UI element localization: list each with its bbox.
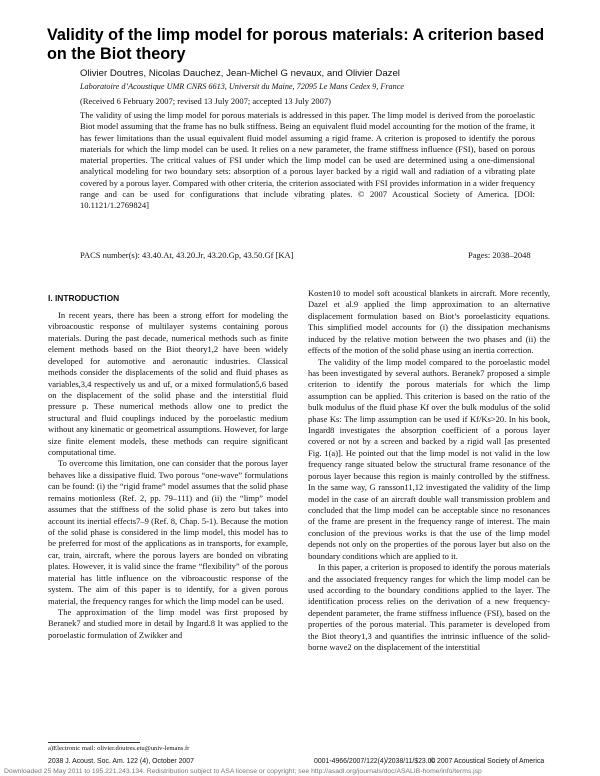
footnote: a)Electronic mail: olivier.doutres.etu@univ-lemans.fr [48, 745, 190, 752]
paragraph: The approximation of the limp model was first proposed by Beranek7 and studied more in detail by Ingard.8 It was applied to the poroelastic formulation of Zwikker and [48, 606, 288, 640]
abstract: The validity of using the limp model for porous materials is addressed in this paper. The limp model is derived from the poroelastic Biot model assuming that the frame has no bulk stiffness. Being an equivalent fluid model accounting for the motion of the frame, it has fewer limitations than the usual equivalent fluid model assuming a rigid frame. A criterion is proposed to identify the porous materials for which the limp model can be used. It relies on a new parameter, the frame stiffness influence (FSI), based on porous material properties. The critical values of FSI under which the limp model can be used are determined using a one-dimensional analytical modeling for two boundary sets: absorption of a porous layer backed by a rigid wall and radiation of a vibrating plate covered by a porous layer. Compared with other criteria, the criterion associated with FSI provides information in a wider frequency range and can be used for configurations that include vibrating plates. © 2007 Acoustical Society of America. [DOI: 10.1121/1.2769824] [80, 110, 535, 211]
author-list [80, 68, 400, 79]
section-heading: I. INTRODUCTION [48, 293, 120, 303]
right-column [308, 288, 550, 654]
paragraph: The validity of the limp model compared to the poroelastic model has been investigated by several authors. Beranek7 proposed a simple criterion to identify the porous materials for which the limp assumption can be applied. This criterion is based on the ratio of the bulk modulus of the fluid phase Kf over the bulk modulus of the solid phase Ks: The limp assumption can be used if Kf/Ks>20. In his book, Ingard8 investigates the absorption coefficient of a porous layer covered or not by a screen and backed by a rigid wall [as presented Fig. 1(a)]. He pointed out that the limp model is not valid in the low frequency range situated below the structural frame resonance of the porous layer because this region is mainly controlled by the stiffness. In the same way, G ransson11,12 investigated the validity of the limp model in the case of an aircraft double wall transmission problem and concluded that the limp model can be acceptable since no resonances of the frame are present in the frequency range of interest. The main conclusion of the previous works is that the use of the limp model depends not only on the properties of the porous layer but also on the boundary conditions which are applied to it. [308, 356, 550, 561]
paragraph: In this paper, a criterion is proposed to identify the porous materials and the associated frequency ranges for which the limp model can be used according to the boundary conditions applied to the layer. The identification process relies on the derivation of a new frequency-dependent parameter, the frame stiffness influence (FSI), based on the properties of the porous material. This parameter is developed from the Biot theory1,3 and quantifies the intrinsic influence of the solid-borne wave2 on the displacement of the interstitial [308, 562, 550, 653]
footnote-rule [48, 742, 140, 743]
download-notice: Downloaded 25 May 2011 to 195.221.243.134. Redistribution subject to ASA license or copyright; see http://asadl.org/journals/doc/ASALIB-home/info/terms.jsp [4, 768, 482, 775]
pacs-numbers: PACS number(s): 43.40.At, 43.20.Jr, 43.20.Gp, 43.50.Gf [KA] [80, 250, 294, 260]
paragraph: Kosten10 to model soft acoustical blankets in aircraft. More recently, Dazel et al.9 applied the limp approximation to an alternative displacement formulation based on Biot’s poroelasticity equations. This simplified model accounts for (i) the dissipation mechanisms induced by the relative motion between the two phases and (ii) the effects of the motion of the solid phase using an inertia correction. [308, 288, 550, 356]
received-dates: (Received 6 February 2007; revised 13 July 2007; accepted 13 July 2007) [80, 96, 331, 106]
affiliation: Laboratoire d’Acoustique UMR CNRS 6613, Universit du Maine, 72095 Le Mans Cedex 9, France [80, 82, 404, 91]
paragraph: In recent years, there has been a strong effort for modeling the vibroacoustic response of multilayer systems containing porous materials. During the past decade, numerical methods such as finite element methods based on the Biot theory1,2 have been widely developed for automotive and aeronautic industries. Classical methods consider the displacements of the solid and fluid phases as variables,3,4 respectively us and uf, or a mixed formulation5,6 based on the displacement of the solid phase and the interstitial fluid pressure p. These numerical methods allow one to predict the structural and fluid couplings induced by the poroelastic medium without any kinematic or geometrical assumptions. However, for large size finite element models, these methods can require significant computational time. [48, 310, 288, 458]
article-title: Validity of the limp model for porous materials: A criterion based on the Biot theory [47, 26, 545, 63]
footer-journal: 2038 J. Acoust. Soc. Am. 122 (4), October 2007 [48, 758, 194, 765]
footer-codes: 0001-4966/2007/122(4)/2038/11/$23.00 [314, 758, 436, 765]
left-column [48, 310, 288, 641]
paragraph: To overcome this limitation, one can consider that the porous layer behaves like a dissipative fluid. Two porous “one-wave” formulations can be found: (i) the “rigid frame” model assumes that the solid phase remains motionless (Ref. 2, pp. 79–111) and (ii) the “limp” model assumes that the stiffness of the solid phase is zero but takes into account its inertial effects7–9 (Ref. 8, Chap. 5-1). Because the motion of the solid phase is considered in the limp model, this model has to be preferred for most of the applications as in transports, for example, car, train, aircraft, where the porous layers are bonded on vibrating plates. However, it is valid since the frame “flexibility” of the porous material has little influence on the vibroacoustic response of the system. The aim of this paper is to identify, for a given porous material, the frequency ranges for which the limp model can be used. [48, 458, 288, 606]
authors-text: Olivier Doutres, Nicolas Dauchez, Jean-Michel G nevaux, and Olivier Dazel [80, 68, 400, 79]
footer-copyright: © 2007 Acoustical Society of America [430, 758, 545, 765]
page-range: Pages: 2038–2048 [468, 250, 531, 260]
